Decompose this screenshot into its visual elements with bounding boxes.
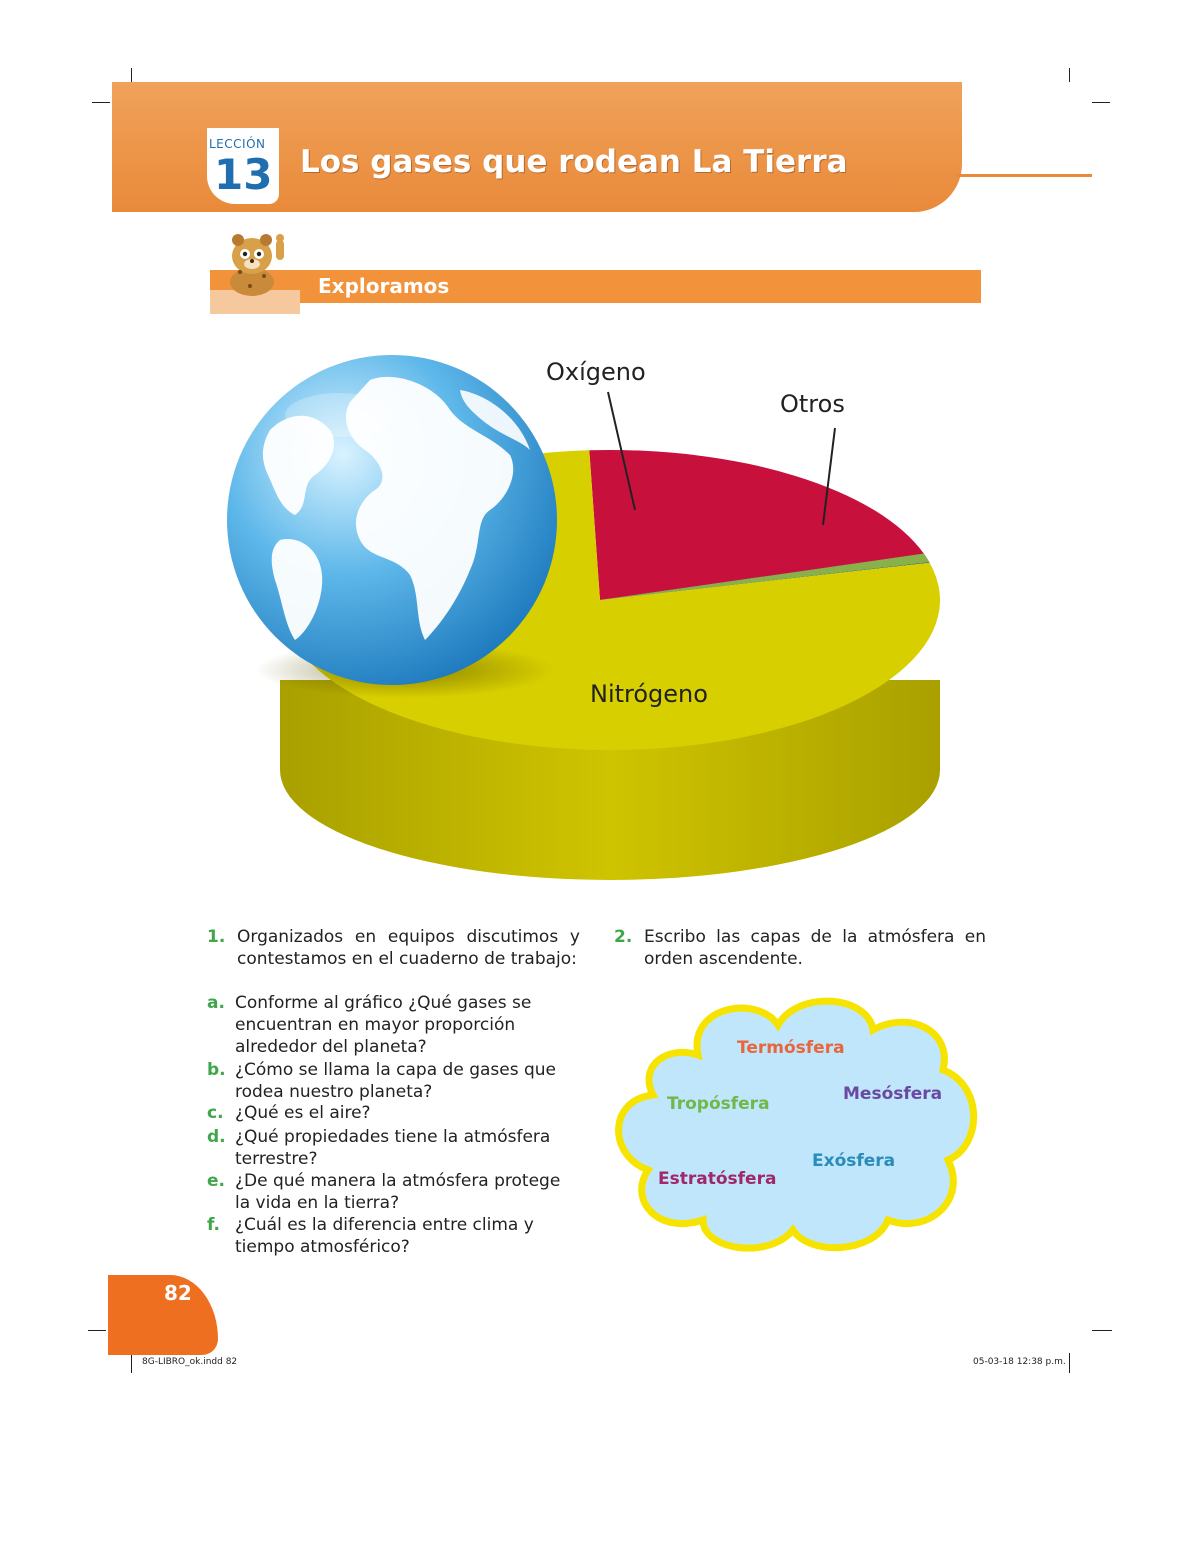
question-item-letter: c.	[207, 1103, 224, 1123]
crop-mark	[88, 1330, 106, 1331]
question-item	[207, 1059, 580, 1103]
question-item-text: ¿Cómo se llama la capa de gases que rodea nuestro planeta?	[235, 1060, 557, 1102]
question-item	[207, 1170, 580, 1214]
question-item-text: ¿Cuál es la diferencia entre clima y tiempo atmosférico?	[235, 1215, 534, 1257]
question-item-text: ¿De qué manera la atmósfera protege la vida en la tierra?	[235, 1171, 561, 1213]
question-item-letter: a.	[207, 993, 225, 1013]
cloud-word-termosfera: Termósfera	[737, 1038, 845, 1058]
crop-mark	[131, 68, 132, 82]
question-item-text: ¿Qué es el aire?	[235, 1103, 371, 1123]
question-item	[207, 1126, 580, 1170]
section-title: Exploramos	[318, 274, 450, 298]
question-item	[207, 1214, 580, 1258]
gas-pie-chart	[220, 340, 960, 890]
question-1-number: 1.	[207, 927, 226, 947]
cloud-word-troposfera: Tropósfera	[667, 1094, 770, 1114]
question-1	[207, 926, 580, 970]
question-item-letter: b.	[207, 1060, 226, 1080]
crop-mark	[1092, 1330, 1112, 1331]
oxygen-label: Oxígeno	[546, 358, 646, 386]
banner-rule	[955, 174, 1092, 177]
cloud-word-estratosfera: Estratósfera	[658, 1169, 777, 1189]
footer-file: 8G-LIBRO_ok.indd 82	[142, 1357, 238, 1367]
question-1-text: Organizados en equipos discutimos y contestamos en el cuaderno de trabajo:	[237, 927, 580, 969]
footer-date: 05-03-18 12:38 p.m.	[973, 1357, 1066, 1367]
question-item	[207, 992, 580, 1058]
crop-mark	[131, 1353, 132, 1373]
cloud-word-mesosfera: Mesósfera	[843, 1084, 943, 1104]
page-number: 82	[164, 1281, 192, 1305]
lesson-label: LECCIÓN	[209, 137, 266, 151]
question-item-letter: e.	[207, 1171, 225, 1191]
question-item-text: ¿Qué propiedades tiene la atmósfera terrestre?	[235, 1127, 551, 1169]
crop-mark	[1092, 102, 1110, 103]
crop-mark	[1069, 68, 1070, 82]
page-title: Los gases que rodean La Tierra	[300, 144, 848, 180]
question-2	[614, 926, 986, 970]
atmosphere-cloud	[608, 985, 988, 1255]
lesson-number: 13	[214, 150, 273, 199]
question-item-text: Conforme al gráfico ¿Qué gases se encuentran en mayor proporción alrededor del planeta?	[235, 993, 532, 1057]
others-label: Otros	[780, 390, 845, 418]
question-2-number: 2.	[614, 927, 633, 947]
question-item-letter: f.	[207, 1215, 220, 1235]
question-item-letter: d.	[207, 1127, 226, 1147]
crop-mark	[1069, 1353, 1070, 1373]
cloud-word-exosfera: Exósfera	[812, 1151, 896, 1171]
globe-icon	[227, 355, 557, 685]
nitrogen-label: Nitrógeno	[590, 680, 708, 708]
page-number-tab	[108, 1275, 218, 1355]
question-item	[207, 1102, 580, 1124]
mascot-icon	[222, 226, 302, 296]
question-2-text: Escribo las capas de la atmósfera en orden ascendente.	[644, 927, 986, 969]
crop-mark	[92, 102, 110, 103]
